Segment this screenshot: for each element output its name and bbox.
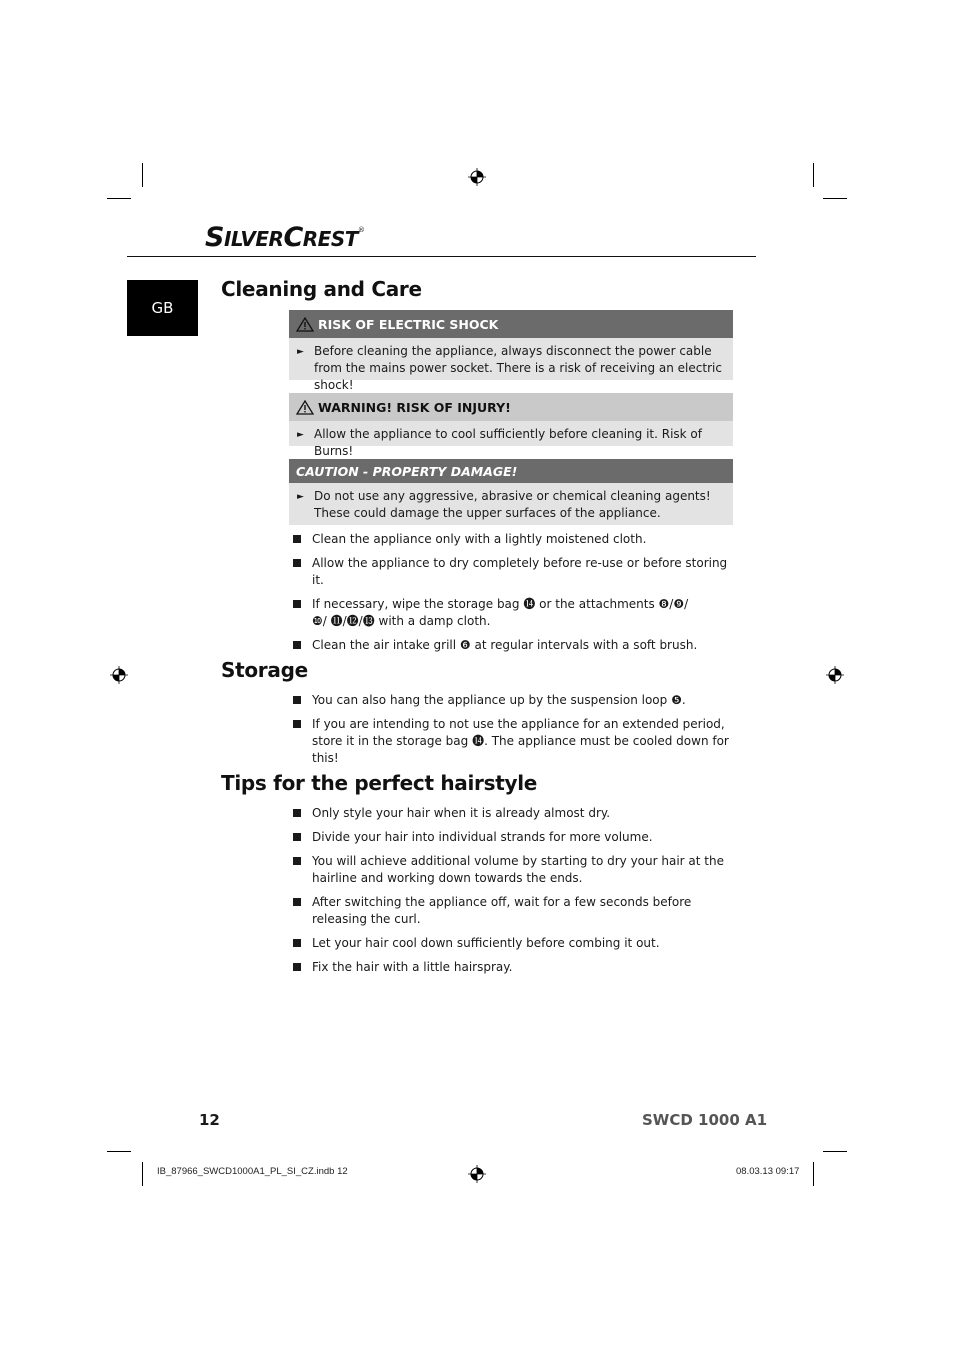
- square-bullet-icon: [293, 833, 301, 841]
- crop-mark: [823, 1151, 847, 1152]
- list-item: [293, 692, 733, 709]
- warning-text: Allow the appliance to cool sufficiently before cleaning it. Risk of Burns!: [314, 427, 702, 458]
- list-item-text: If necessary, wipe the storage bag ⓮ or the attachments ❽/❾/❿/ ⓫/⓬/⓭ with a damp cloth.: [312, 597, 689, 628]
- crop-mark: [142, 163, 143, 187]
- square-bullet-icon: [293, 857, 301, 865]
- list-item: [293, 959, 733, 976]
- header-rule: [127, 256, 756, 257]
- square-bullet-icon: [293, 939, 301, 947]
- square-bullet-icon: [293, 809, 301, 817]
- list-item: [293, 805, 733, 822]
- crop-mark: [107, 1151, 131, 1152]
- caution-body: [289, 483, 733, 525]
- square-bullet-icon: [293, 898, 301, 906]
- registered-mark: ®: [357, 226, 365, 234]
- list-item-text: Let your hair cool down sufficiently before combing it out.: [312, 936, 660, 950]
- list-item: [293, 555, 733, 589]
- crop-mark: [813, 163, 814, 187]
- list-item-text: After switching the appliance off, wait for a few seconds before releasing the curl.: [312, 895, 692, 926]
- crop-mark: [823, 198, 847, 199]
- storage-list: [293, 692, 733, 767]
- list-item-text: Clean the air intake grill ❻ at regular intervals with a soft brush.: [312, 638, 698, 652]
- logo-text: REST: [302, 227, 358, 251]
- print-slug-file: IB_87966_SWCD1000A1_PL_SI_CZ.indb 12: [157, 1166, 348, 1177]
- arrow-bullet-icon: ►: [297, 492, 304, 502]
- square-bullet-icon: [293, 559, 301, 567]
- list-item-text: Clean the appliance only with a lightly moistened cloth.: [312, 532, 647, 546]
- brand-logo: [205, 222, 364, 253]
- arrow-bullet-icon: ►: [297, 430, 304, 440]
- section-title-tips: Tips for the perfect hairstyle: [221, 771, 538, 795]
- square-bullet-icon: [293, 535, 301, 543]
- list-item-text: Allow the appliance to dry completely before re-use or before storing it.: [312, 556, 728, 587]
- list-item: [293, 853, 733, 887]
- list-item: [293, 894, 737, 928]
- list-item: [293, 829, 733, 846]
- crop-mark: [107, 198, 131, 199]
- list-item-text: If you are intending to not use the appliance for an extended period, store it in the storage bag ⓮. The appliance must be cooled down for this!: [312, 717, 729, 765]
- warning-box-electric-shock: [289, 310, 733, 392]
- warning-heading-text: RISK OF ELECTRIC SHOCK: [318, 316, 499, 332]
- caution-heading-text: CAUTION - PROPERTY DAMAGE!: [296, 463, 518, 479]
- list-item: [293, 596, 692, 630]
- square-bullet-icon: [293, 600, 301, 608]
- arrow-bullet-icon: ►: [297, 347, 304, 357]
- crop-mark: [813, 1162, 814, 1186]
- logo-letter: S: [205, 222, 224, 253]
- square-bullet-icon: [293, 641, 301, 649]
- warning-heading: [289, 310, 733, 338]
- caution-box-property-damage: [289, 459, 733, 525]
- registration-mark-icon: [468, 168, 486, 186]
- registration-mark-icon: [468, 1165, 486, 1183]
- square-bullet-icon: [293, 720, 301, 728]
- registration-mark-icon: [826, 666, 844, 684]
- list-item-text: Divide your hair into individual strands for more volume.: [312, 830, 653, 844]
- warning-box-injury: [289, 393, 733, 458]
- warning-triangle-icon: [296, 400, 314, 415]
- tips-list: [293, 805, 733, 976]
- list-item-text: Only style your hair when it is already almost dry.: [312, 806, 611, 820]
- registration-mark-icon: [110, 666, 128, 684]
- model-number: SWCD 1000 A1: [642, 1111, 768, 1129]
- list-item: [293, 531, 733, 548]
- list-item: [293, 935, 733, 952]
- section-title-storage: Storage: [221, 658, 308, 682]
- logo-letter: C: [283, 222, 303, 253]
- cleaning-list: [293, 531, 733, 654]
- caution-heading: [289, 459, 733, 483]
- language-tab: GB: [127, 280, 198, 336]
- warning-triangle-icon: [296, 317, 314, 332]
- section-title-cleaning: Cleaning and Care: [221, 277, 422, 301]
- caution-text: Do not use any aggressive, abrasive or chemical cleaning agents! These could damage the upper surfaces of the appliance.: [314, 489, 711, 520]
- square-bullet-icon: [293, 696, 301, 704]
- warning-heading-text: WARNING! RISK OF INJURY!: [318, 399, 511, 415]
- warning-body: [289, 338, 733, 392]
- square-bullet-icon: [293, 963, 301, 971]
- list-item-text: Fix the hair with a little hairspray.: [312, 960, 513, 974]
- logo-text: ILVER: [223, 227, 284, 251]
- warning-text: Before cleaning the appliance, always disconnect the power cable from the mains power socket. There is a risk of receiving an electric shock!: [314, 344, 722, 392]
- crop-mark: [142, 1162, 143, 1186]
- warning-heading: [289, 393, 733, 421]
- page-number: 12: [199, 1111, 220, 1129]
- warning-body: [289, 421, 733, 458]
- list-item: [293, 637, 733, 654]
- list-item: [293, 716, 733, 767]
- print-slug-date: 08.03.13 09:17: [736, 1166, 800, 1177]
- list-item-text: You will achieve additional volume by starting to dry your hair at the hairline and working down towards the ends.: [312, 854, 724, 885]
- list-item-text: You can also hang the appliance up by the suspension loop ❺.: [312, 693, 686, 707]
